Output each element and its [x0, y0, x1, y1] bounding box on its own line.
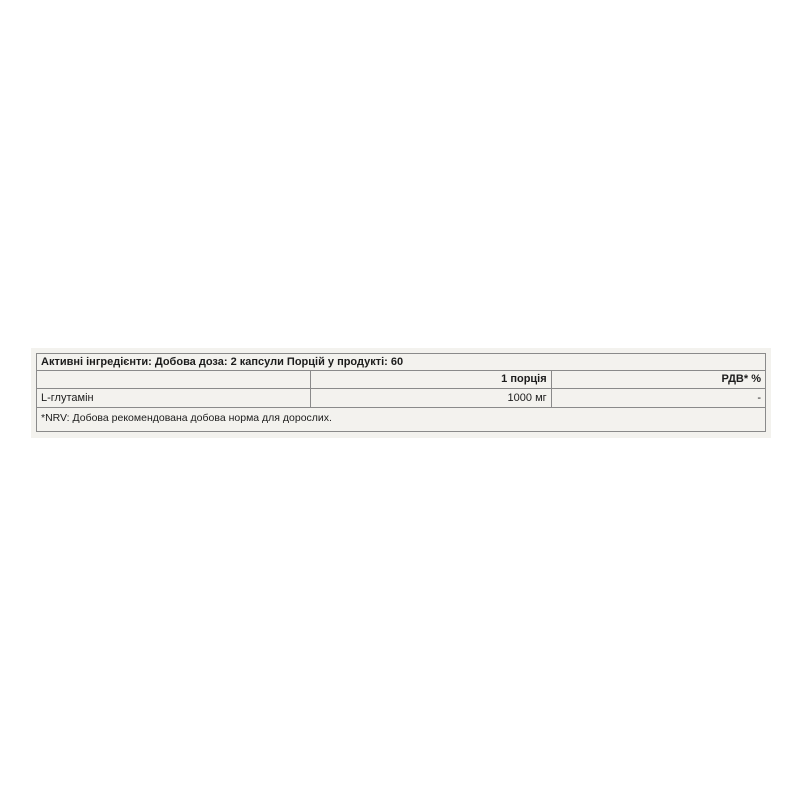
ingredient-nrv-value: -: [551, 389, 765, 408]
column-header-ingredient: [37, 371, 311, 389]
table-title: Активні інгредієнти: Добова доза: 2 капсули Порцій у продукті: 60: [37, 354, 766, 371]
table-footnote: *NRV: Добова рекомендована добова норма для дорослих.: [37, 408, 766, 432]
ingredient-name: L-глутамін: [37, 389, 311, 408]
table-row: [37, 389, 766, 408]
table-title-row: [37, 354, 766, 371]
column-header-serving: 1 порція: [311, 371, 552, 389]
ingredients-panel: [31, 348, 771, 438]
table-footnote-row: [37, 408, 766, 432]
column-header-nrv: РДВ* %: [551, 371, 765, 389]
ingredients-table: [36, 353, 766, 432]
ingredient-amount: 1000 мг: [311, 389, 552, 408]
column-header-row: [37, 371, 766, 389]
